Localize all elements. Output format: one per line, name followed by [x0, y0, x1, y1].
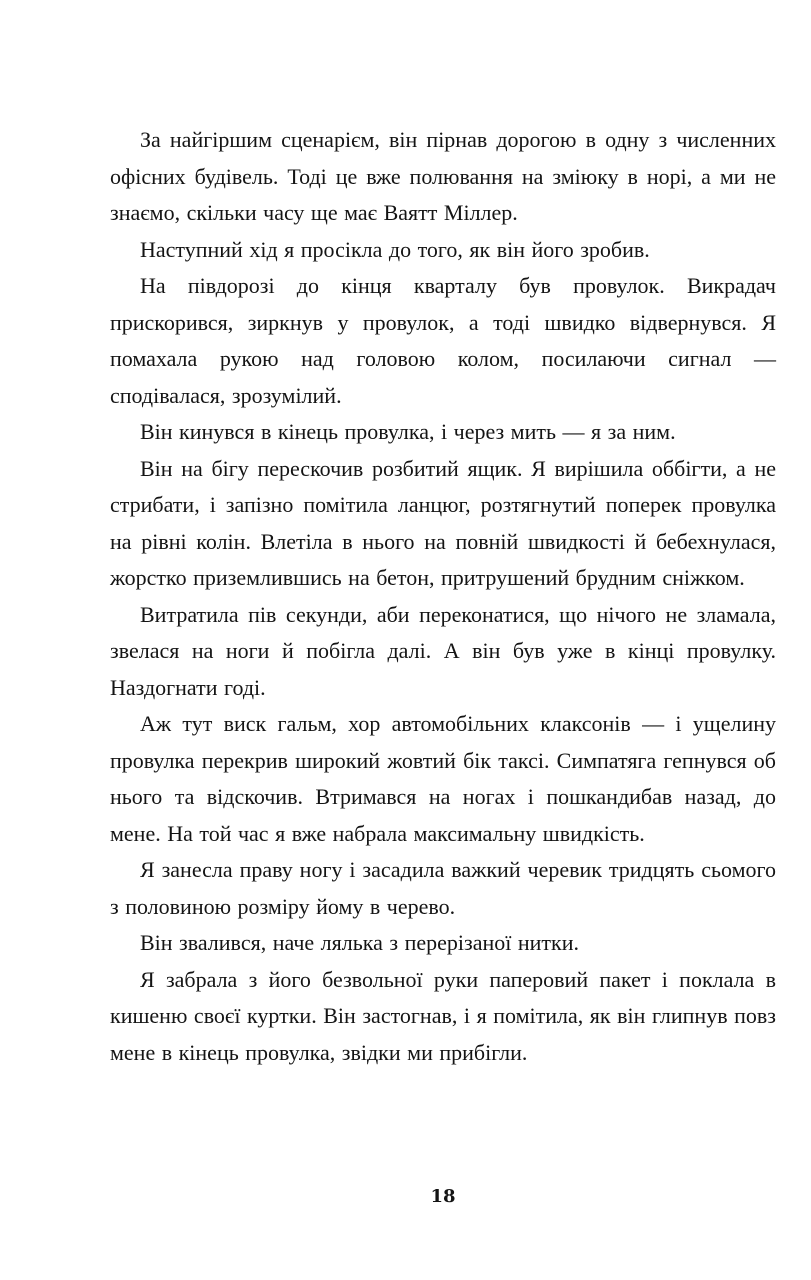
paragraph: За найгіршим сценарієм, він пірнав дорогою в одну з численних офісних будівель. Тоді це вже полювання на зміюку в норі, а ми не знаємо, скільки часу ще має Ваятт Міллер.: [110, 127, 776, 225]
paragraph: Я занесла праву ногу і засадила важкий черевик тридцять сьомого з половиною розміру йому в черево.: [110, 857, 776, 919]
paragraph: Він на бігу перескочив розбитий ящик. Я вирішила оббігти, а не стрибати, і запізно помітила ланцюг, розтягнутий поперек провулка на рівні колін. Влетіла в нього на повній швидкості й бебехнулася, жорстко приземлившись на бетон, притрушений брудним сніжком.: [110, 455, 776, 590]
paragraph: Витратила пів секунди, аби переконатися, що нічого не зламала, звелася на ноги й побігла далі. А він був уже в кінці провулку. Наздогнати годі.: [110, 601, 776, 700]
paragraph: Аж тут виск гальм, хор автомобільних клаксонів — і ущелину провулка перекрив широкий жовтий бік таксі. Симпатяга гепнувся об нього та відскочив. Втримався на ногах і пошкандибав назад, до мене. На той час я вже набрала максимальну швидкість.: [110, 711, 776, 846]
paragraph: Я забрала з його безвольної руки паперовий пакет і поклала в кишеню своєї куртки. Він застогнав, і я помітила, як він глипнув повз мене в кінець провулка, звідки ми прибігли.: [110, 966, 776, 1065]
paragraph: На півдорозі до кінця кварталу був провулок. Викрадач прискорився, зиркнув у провулок, а тоді швидко відвернувся. Я помахала рукою над головою колом, посилаючи сигнал — сподівалася, зрозумілий.: [110, 273, 776, 408]
paragraph: Він звалився, наче лялька з перерізаної нитки.: [140, 930, 579, 955]
page-footer: [110, 1186, 776, 1207]
body-text: [110, 122, 776, 1071]
paragraph: Він кинувся в кінець провулка, і через мить — я за ним.: [140, 419, 676, 444]
paragraph: Наступний хід я просікла до того, як він його зробив.: [140, 236, 650, 262]
page-number: 18: [430, 1186, 456, 1207]
